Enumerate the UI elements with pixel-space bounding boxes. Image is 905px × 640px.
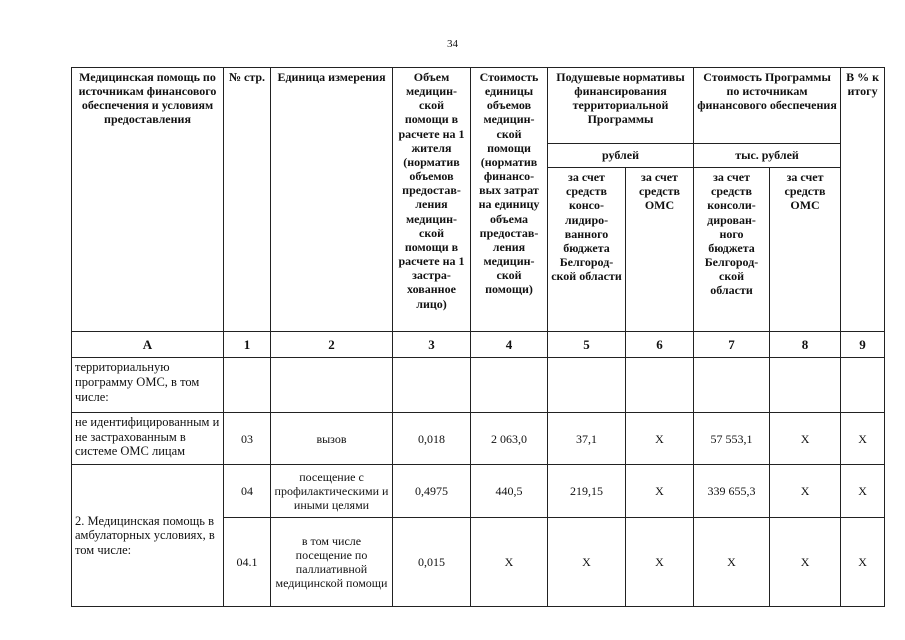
oms-per-capita-cell: Х (626, 517, 694, 606)
percent-cell: Х (841, 412, 885, 465)
page-number: 34 (447, 38, 458, 50)
row-label: 2. Медицинская помощь в амбулаторных условиях, в том числе: (72, 465, 224, 607)
percent-cell: Х (841, 465, 885, 518)
index-cell: 2 (271, 331, 393, 357)
volume-cell: 0,018 (393, 412, 471, 465)
unit-cell: посещение с профилактическими и иными целями (271, 465, 393, 518)
line-number: 03 (224, 412, 271, 465)
index-cell: 6 (626, 331, 694, 357)
budget-per-capita-cell: 37,1 (548, 412, 626, 465)
header-oms-per-capita: за счет средств ОМС (626, 168, 694, 332)
financing-table (71, 67, 885, 607)
index-cell: 4 (471, 331, 548, 357)
header-budget-per-capita: за счет средств консо-лидиро-ванного бюджета Белгород-ской области (548, 168, 626, 332)
table-row (72, 358, 885, 413)
index-cell: А (72, 331, 224, 357)
budget-per-capita-cell: Х (548, 517, 626, 606)
index-cell: 1 (224, 331, 271, 357)
budget-cost-cell: 339 655,3 (694, 465, 770, 518)
line-number: 04 (224, 465, 271, 518)
oms-per-capita-cell: Х (626, 465, 694, 518)
oms-cost-cell: Х (770, 465, 841, 518)
budget-cost-cell: Х (694, 517, 770, 606)
budget-cost-cell: 57 553,1 (694, 412, 770, 465)
header-line-number: № стр. (224, 68, 271, 332)
header-unit-cost: Стоимость единицы объемов медицин-ской помощи (норматив финансо-вых затрат на единицу объема предостав-ления медицин-ской помощи) (471, 68, 548, 332)
oms-per-capita-cell: Х (626, 412, 694, 465)
oms-cost-cell: Х (770, 412, 841, 465)
header-unit-thousand-rubles: тыс. рублей (694, 143, 841, 167)
header-program-cost: Стоимость Программы по источникам финансового обеспечения (694, 68, 841, 144)
unit-cell: вызов (271, 412, 393, 465)
header-unit-rubles: рублей (548, 143, 694, 167)
cost-cell: 440,5 (471, 465, 548, 518)
header-service-type: Медицинская помощь по источникам финансового обеспечения и условиям предоставления (72, 68, 224, 332)
header-oms-cost: за счет средств ОМС (770, 168, 841, 332)
unit-cell: в том числе посещение по паллиативной медицинской помощи (271, 517, 393, 606)
row-label: территориальную программу ОМС, в том числе: (72, 358, 224, 413)
index-cell: 9 (841, 331, 885, 357)
volume-cell: 0,4975 (393, 465, 471, 518)
budget-per-capita-cell: 219,15 (548, 465, 626, 518)
line-number: 04.1 (224, 517, 271, 606)
volume-cell: 0,015 (393, 517, 471, 606)
row-label: не идентифицированным и не застрахованным в системе ОМС лицам (72, 412, 224, 465)
index-cell: 7 (694, 331, 770, 357)
index-cell: 3 (393, 331, 471, 357)
header-budget-cost: за счет средств консоли-дирован-ного бюджета Белгород-ской области (694, 168, 770, 332)
header-volume: Объем медицин-ской помощи в расчете на 1 жителя (норматив объемов предостав-ления медицин-ской помощи в расчете на 1 застра-хованное лицо) (393, 68, 471, 332)
table-row (72, 465, 885, 518)
cost-cell: 2 063,0 (471, 412, 548, 465)
header-percent: В % к итогу (841, 68, 885, 332)
index-cell: 5 (548, 331, 626, 357)
oms-cost-cell: Х (770, 517, 841, 606)
header-per-capita: Подушевые нормативы финансирования территориальной Программы (548, 68, 694, 144)
percent-cell: Х (841, 517, 885, 606)
table-row (72, 412, 885, 465)
header-unit: Единица измерения (271, 68, 393, 332)
cost-cell: Х (471, 517, 548, 606)
index-cell: 8 (770, 331, 841, 357)
